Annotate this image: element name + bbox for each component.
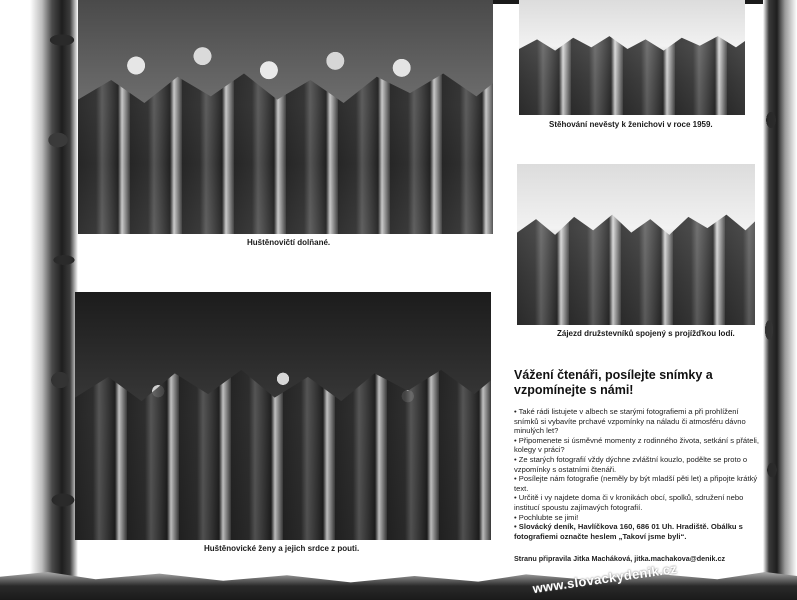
article-paragraph: • Určitě i vy najdete doma či v kronikách obcí, spolků, sdružení nebo institucí spoustu zajímavých fotografií. — [514, 493, 744, 512]
article-address: • Slovácký deník, Havlíčkova 160, 686 01 Uh. Hradiště. Obálku s fotografiemi označte heslem „Takoví jsme byli“. — [514, 522, 743, 541]
article-paragraph: • Pochlubte se jimi! — [514, 512, 579, 522]
article-body — [514, 407, 764, 541]
article-paragraph: • Připomenete si úsměvné momenty z rodinného života, setkání s přáteli, kolegy v práci? — [514, 435, 759, 455]
caption-boat: Zájezd družstevníků spojený s projížďkou lodí. — [557, 329, 735, 338]
photo-villagers-figures — [78, 70, 493, 234]
torn-paper-bottom-edge — [0, 560, 797, 600]
photo-bride-figures — [519, 35, 745, 116]
article-headline: Vážení čtenáři, posílejte snímky a vzpomínejte s námi! — [514, 368, 713, 397]
caption-villagers: Huštěnovičtí dolňané. — [247, 238, 331, 247]
reader-appeal-article — [514, 368, 764, 541]
photo-women-hearts — [75, 292, 491, 540]
photo-boat-trip — [517, 164, 755, 325]
photo-villagers — [78, 0, 493, 234]
caption-bride: Stěhování nevěsty k ženichovi v roce 1959. — [549, 120, 713, 129]
photo-bride-wagon — [519, 0, 745, 115]
torn-paper-right-edge — [763, 0, 797, 600]
article-paragraph: • Posílejte nám fotografie (neměly by být mladší pěti let) a připojte krátký text. — [514, 474, 758, 493]
photo-women-figures — [75, 366, 491, 540]
photo-boat-figures — [517, 212, 755, 325]
torn-paper-left-edge — [0, 0, 78, 600]
page-credit: Stranu připravila Jitka Macháková, jitka.machakova@denik.cz — [514, 554, 726, 563]
caption-women: Huštěnovické ženy a jejich srdce z pouti. — [204, 544, 360, 553]
article-paragraph: • Také rádi listujete v albech se starými fotografiemi a při prohlížení snímků si vybavíte prchavé vzpomínky na náladu či atmosféru dávno minulých let? — [514, 407, 746, 436]
website-watermark: www.slovackydenik.cz — [531, 560, 679, 597]
article-paragraph: • Ze starých fotografií vždy dýchne zvláštní kouzlo, podělte se proto o vzpomínky s ostatními čtenáři. — [514, 454, 748, 474]
